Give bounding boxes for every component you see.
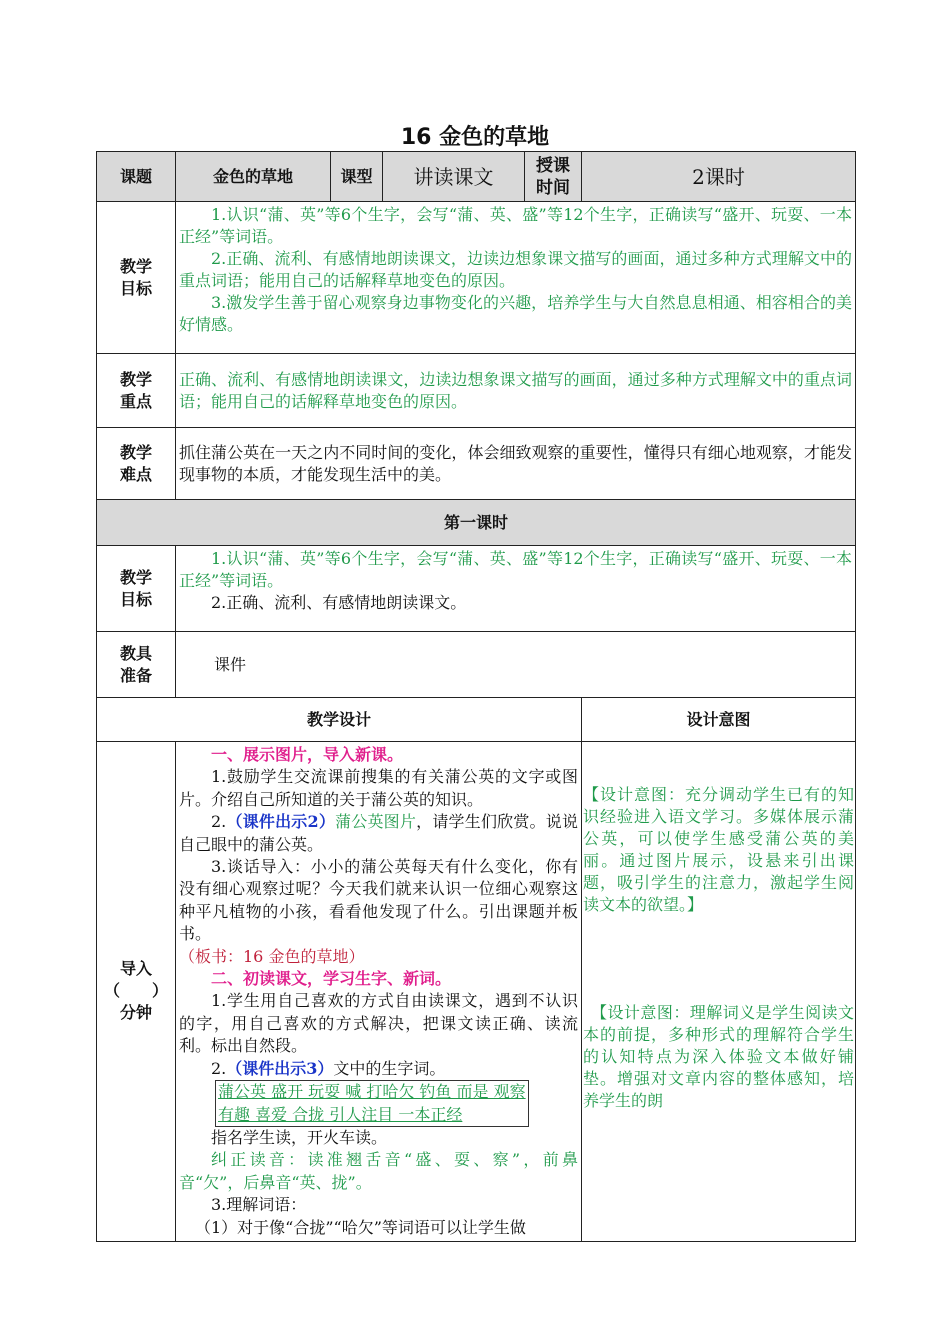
- section1-title: 一、展示图片，导入新课。: [211, 745, 404, 764]
- intent-1: 【设计意图：充分调动学生已有的知识经验进入语文学习。多媒体展示蒲公英，可以使学生感受蒲公英的美丽。通过图片展示，设悬来引出课题，吸引学生的注意力，激起学生阅读文本的欲望。】: [583, 785, 855, 914]
- section2-para2-rest: 文中的生字词。: [333, 1058, 446, 1078]
- lesson1-goals-content: [176, 546, 856, 632]
- section2-para3: 3.理解词语：: [211, 1195, 307, 1215]
- section1-para2-rest: ，请学生们欣赏。说说自己眼中的蒲公英。: [179, 812, 578, 854]
- intent-content: [582, 742, 856, 1242]
- difficulties-text: 抓住蒲公英在一天之内不同时间的变化，体会细致观察的重要性，懂得只有细心地观察，才能发现事物的本质，才能发现生活中的美。: [176, 428, 856, 500]
- goal-item-3: 3.激发学生善于留心观察身边事物变化的兴趣，培养学生与大自然息息相通、相容相合的美好情感。: [179, 293, 853, 334]
- section2-correct: 纠正读音：读准翘舌音“盛、耍、察”，前鼻音“欠”，后鼻音“英、拢”。: [179, 1150, 578, 1192]
- goals-label: 教学目标: [97, 202, 176, 354]
- stage-label-top: 导入: [119, 959, 152, 979]
- section2-para2: [179, 1058, 578, 1080]
- dandelion-pictures-text: 蒲公英图片: [335, 812, 417, 832]
- intent-column-header: 设计意图: [582, 698, 856, 742]
- section2-read: 指名学生读，开火车读。: [211, 1127, 388, 1147]
- lesson1-goals-label: 教学目标: [97, 546, 176, 632]
- goal-item-2: 2.正确、流利、有感情地朗读课文，边读边想象课文描写的画面，通过多种方式理解文中的重点词语；能用自己的话解释草地变色的原因。: [179, 249, 853, 290]
- vocab-line-2: 有趣 喜爱 合拢 引人注目 一本正经: [218, 1104, 463, 1124]
- section2-para1: 1.学生用自己喜欢的方式自由读课文，遇到不认识的字，用自己喜欢的方式解决，把课文读正确、读流利。标出自然段。: [179, 991, 578, 1056]
- difficulties-row: [97, 428, 856, 500]
- lesson1-goal-1: 1.认识“蒲、英”等6个生字，会写“蒲、英、盛”等12个生字，正确读写“盛开、玩耍、一本正经”等词语。: [179, 549, 853, 590]
- lesson-plan-table: [96, 151, 856, 1242]
- section2-para2-num: 2.: [211, 1058, 227, 1078]
- vocab-box: [215, 1080, 529, 1127]
- lesson1-goal-2: 2.正确、流利、有感情地朗读课文。: [211, 593, 467, 612]
- goals-row: [97, 202, 856, 354]
- goal-item-1: 1.认识“蒲、英”等6个生字，会写“蒲、英、盛”等12个生字，正确读写“盛开、玩耍、一本正经”等词语。: [179, 205, 853, 246]
- type-label: 课型: [331, 152, 383, 202]
- section1-para2-num: 2.: [211, 812, 227, 832]
- lesson1-heading-row: [97, 500, 856, 546]
- design-header-row: [97, 698, 856, 742]
- prep-label: 教具准备: [97, 632, 176, 698]
- stage-label-bottom: 分钟: [119, 1003, 152, 1023]
- goals-content: [176, 202, 856, 354]
- difficulties-label: 教学难点: [97, 428, 176, 500]
- design-column-header: 教学设计: [97, 698, 582, 742]
- time-value: 2课时: [582, 152, 856, 202]
- key-points-text: 正确、流利、有感情地朗读课文，边读边想象课文描写的画面，通过多种方式理解文中的重点词语；能用自己的话解释草地变色的原因。: [176, 354, 856, 428]
- design-content-row: [97, 742, 856, 1242]
- stage-label: [97, 742, 176, 1242]
- section1-para3: 3.谈话导入：小小的蒲公英每天有什么变化，你有没有细心观察过呢？今天我们就来认识一位细心观察这种平凡植物的小孩，看看他发现了什么。引出课题并板书。: [179, 857, 578, 944]
- header-row: [97, 152, 856, 202]
- stage-label-minutes: （ ）: [103, 981, 168, 1001]
- topic-value: 金色的草地: [176, 152, 331, 202]
- design-content: [176, 742, 582, 1242]
- prep-row: [97, 632, 856, 698]
- section1-para1: 1.鼓励学生交流课前搜集的有关蒲公英的文字或图片。介绍自己所知道的关于蒲公英的知识。: [179, 767, 578, 809]
- lesson1-goals-row: [97, 546, 856, 632]
- time-label: 授课时间: [525, 152, 582, 202]
- section2-title: 二、初读课文，学习生字、新词。: [211, 969, 452, 989]
- section1-para2: [179, 811, 578, 856]
- key-points-row: [97, 354, 856, 428]
- key-points-label: 教学重点: [97, 354, 176, 428]
- intent-2: 【设计意图：理解词义是学生阅读文本的前提，多种形式的理解符合学生的认知特点为深入体验文本做好铺垫。增强对文章内容的整体感知，培养学生的朗: [583, 1003, 855, 1110]
- courseware-tag-3: （课件出示3）: [226, 1058, 334, 1078]
- courseware-tag-2: （课件出示2）: [226, 812, 336, 832]
- board-note: （板书：16 金色的草地）: [179, 946, 365, 966]
- topic-label: 课题: [97, 152, 176, 202]
- prep-text: 课件: [176, 632, 856, 698]
- page-title: 16 金色的草地: [400, 125, 550, 150]
- lesson1-heading: 第一课时: [97, 500, 856, 546]
- vocab-line-1: 蒲公英 盛开 玩耍 喊 打哈欠 钓鱼 而是 观察: [218, 1082, 526, 1102]
- type-value: 讲读课文: [383, 152, 525, 202]
- section2-para3-sub: （1）对于像“合拢”“哈欠”等词语可以让学生做: [195, 1217, 526, 1237]
